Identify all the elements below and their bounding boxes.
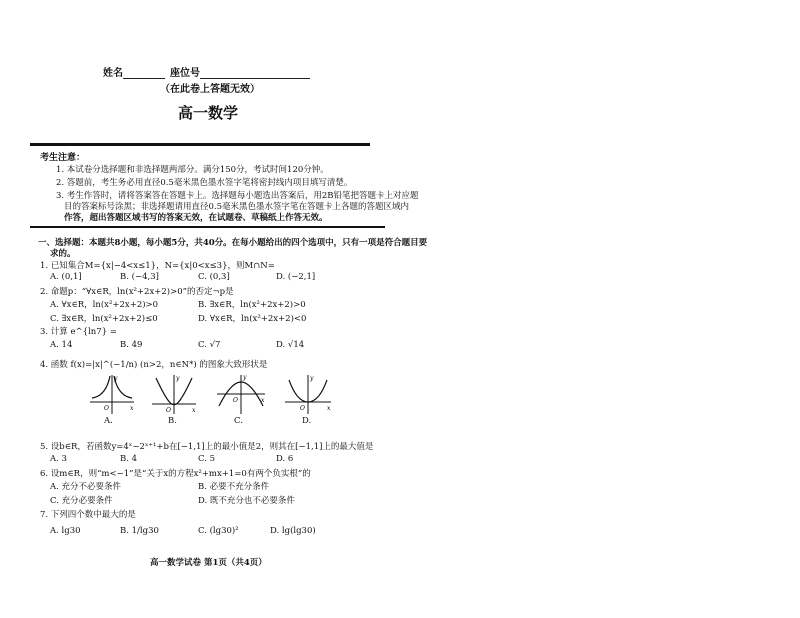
option-d: D. lg(lg30) xyxy=(270,526,316,536)
option-b: B. 49 xyxy=(120,340,143,350)
option-a: A. ∀x∈R，ln(x²+2x+2)>0 xyxy=(50,300,159,310)
option-d: D. xyxy=(302,416,312,426)
option-c: C. xyxy=(234,416,243,426)
axis-label-y: y xyxy=(243,374,247,381)
axis-label-x: x xyxy=(327,405,331,412)
instructions-heading: 考生注意： xyxy=(40,153,86,163)
section-intro: 求的。 xyxy=(50,249,76,259)
graph-d xyxy=(283,372,333,416)
option-c: C. 5 xyxy=(198,454,216,464)
instruction-item: 目的答案标号涂黑；非选择题请用直径0.5毫米黑色墨水签字笔在答题卡上各题的答题区域内 xyxy=(64,202,410,212)
origin-label: O xyxy=(104,405,109,412)
name-field xyxy=(103,64,165,79)
question-stem: 4. 函数 f(x)=|x|^(−1/n) (n>2，n∈N*) 的图象大致形状是 xyxy=(40,360,268,370)
option-a: A. 14 xyxy=(50,340,73,350)
origin-label: O xyxy=(233,397,238,404)
graph-b xyxy=(150,372,198,416)
option-b: B. 1/lg30 xyxy=(120,526,159,536)
question-stem: 6. 设m∈R，则“m<−1”是“关于x的方程x²+mx+1=0有两个负实根”的 xyxy=(40,469,311,479)
option-d: D. √14 xyxy=(276,340,305,350)
option-a: A. lg30 xyxy=(50,526,81,536)
option-b: B. 必要不充分条件 xyxy=(198,482,270,492)
option-b: B. (−4,3] xyxy=(120,272,159,282)
option-a: A. 充分不必要条件 xyxy=(50,482,122,492)
option-a: A. (0,1] xyxy=(50,272,82,282)
notice-text: （在此卷上答题无效） xyxy=(160,84,260,95)
option-d: D. (−2,1] xyxy=(276,272,316,282)
question-stem: 3. 计算 e^{ln7} = xyxy=(40,327,117,337)
axis-label-x: x xyxy=(130,405,134,412)
question-stem: 2. 命题p：“∀x∈R，ln(x²+2x+2)>0”的否定¬p是 xyxy=(40,287,234,297)
section-intro: 一、选择题：本题共8小题，每小题5分，共40分。在每小题给出的四个选项中，只有一项是符合题目要 xyxy=(38,238,428,248)
instruction-item: 2. 答题前，考生务必用直径0.5毫米黑色墨水签字笔将密封线内项目填写清楚。 xyxy=(56,178,353,188)
option-c: C. 充分必要条件 xyxy=(50,496,113,506)
option-c: C. ∃x∈R，ln(x²+2x+2)≤0 xyxy=(50,314,158,324)
seat-blank xyxy=(200,68,310,79)
question-stem: 5. 设b∈R，若函数y=4ˣ−2ˣ⁺¹+b在[−1,1]上的最小值是2，则其在[−1,1]上的最大值是 xyxy=(40,442,374,452)
axis-label-x: x xyxy=(192,407,196,414)
seat-field xyxy=(170,64,310,79)
option-d: D. ∀x∈R，ln(x²+2x+2)<0 xyxy=(198,314,307,324)
header-divider xyxy=(30,143,370,146)
origin-label: O xyxy=(166,407,171,414)
question-stem: 7. 下列四个数中最大的是 xyxy=(40,510,136,520)
axis-label-x: x xyxy=(261,397,265,404)
option-c: C. (0,3] xyxy=(198,272,230,282)
option-a: A. 3 xyxy=(50,454,67,464)
instruction-item: 作答，超出答题区域书写的答案无效，在试题卷、草稿纸上作答无效。 xyxy=(64,213,328,223)
option-d: D. 6 xyxy=(276,454,294,464)
option-b: B. ∃x∈R，ln(x²+2x+2)>0 xyxy=(198,300,306,310)
option-a: A. xyxy=(104,416,113,426)
option-c: C. √7 xyxy=(198,340,221,350)
name-label: 姓名 xyxy=(103,68,123,79)
seat-label: 座位号 xyxy=(170,68,200,79)
origin-label: O xyxy=(300,405,305,412)
question-stem: 1. 已知集合M={x|−4<x≤1}，N={x|0<x≤3}，则M∩N= xyxy=(40,261,275,271)
axis-label-y: y xyxy=(176,375,180,382)
option-b: B. xyxy=(168,416,177,426)
page-title: 高一数学 xyxy=(178,104,239,122)
option-d: D. 既不充分也不必要条件 xyxy=(198,496,295,506)
graph-a xyxy=(88,372,136,416)
axis-label-y: y xyxy=(310,375,314,382)
option-c: C. (lg30)² xyxy=(198,526,239,536)
instruction-item: 1. 本试卷分选择题和非选择题两部分。满分150分，考试时间120分钟。 xyxy=(56,165,329,175)
option-b: B. 4 xyxy=(120,454,138,464)
name-blank xyxy=(123,68,165,79)
instruction-item: 3. 考生作答时，请将答案答在答题卡上。选择题每小题选出答案后，用2B铅笔把答题卡上对应题 xyxy=(56,191,419,201)
page-footer: 高一数学试卷 第1页（共4页） xyxy=(150,558,267,568)
graph-c xyxy=(215,372,267,416)
axis-label-y: y xyxy=(114,375,118,382)
instructions-divider xyxy=(30,226,385,228)
